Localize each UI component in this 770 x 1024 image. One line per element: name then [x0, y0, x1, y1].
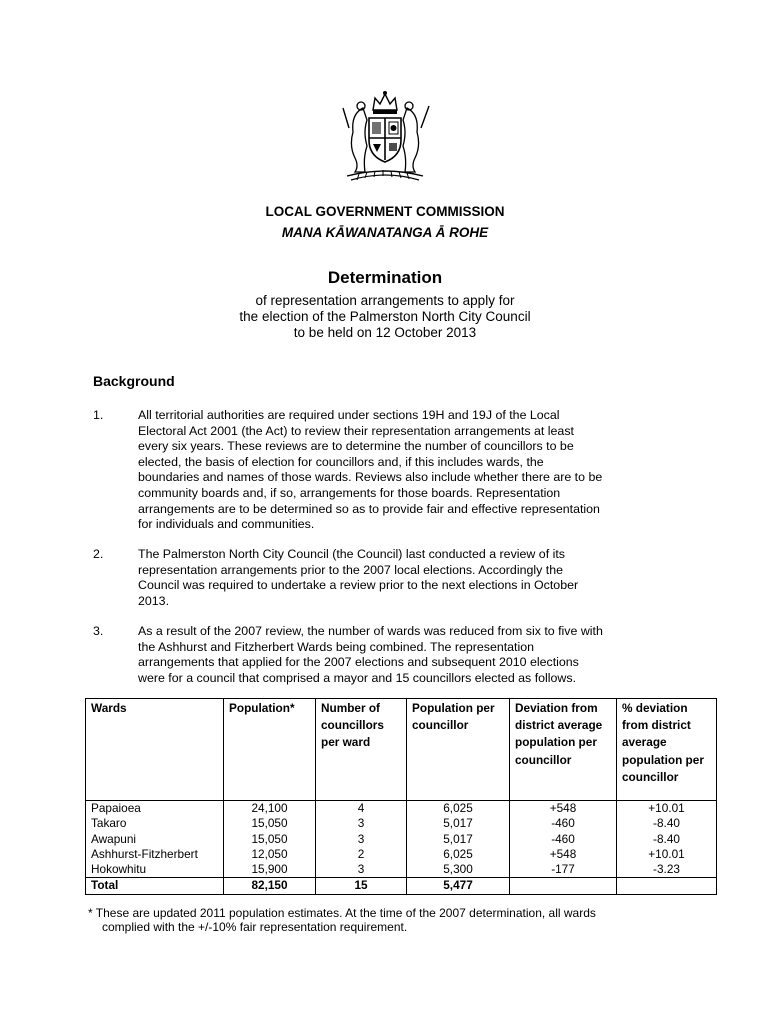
table-row — [86, 862, 717, 878]
table-total-row — [86, 878, 717, 894]
section-heading-background: Background — [93, 373, 175, 389]
paragraph-line: As a result of the 2007 review, the number of wards was reduced from six to five with — [138, 624, 603, 638]
column-header: Population* — [224, 699, 316, 801]
table-cell: +10.01 — [617, 847, 717, 862]
paragraph-number: 2. — [93, 547, 104, 561]
column-header: % deviation from district average population per councillor — [617, 699, 717, 801]
paragraph-line: every six years. These reviews are to determine the number of councillors to be — [138, 439, 574, 454]
table-cell: 6,025 — [407, 847, 510, 862]
table-cell: -3.23 — [617, 862, 717, 878]
paragraph-line: 2013. — [138, 593, 170, 608]
paragraph-text — [138, 547, 698, 609]
table-cell: +10.01 — [617, 801, 717, 817]
table-cell: 3 — [316, 832, 407, 847]
table-cell: +548 — [510, 847, 617, 862]
paragraph-line: All territorial authorities are required under sections 19H and 19J of the Local — [138, 408, 560, 422]
paragraph-line: for individuals and communities. — [138, 517, 315, 532]
table-cell: 15,900 — [224, 862, 316, 878]
table-cell: 5,017 — [407, 816, 510, 831]
table-cell: Takaro — [86, 816, 224, 831]
column-header: Number of councillors per ward — [316, 699, 407, 801]
table-cell: 82,150 — [224, 878, 316, 894]
table-cell: +548 — [510, 801, 617, 817]
table-cell: 3 — [316, 862, 407, 878]
table-cell: 15,050 — [224, 816, 316, 831]
table-row — [86, 801, 717, 817]
table-cell: Papaioea — [86, 801, 224, 817]
commission-name-maori: MANA KĀWANATANGA Ā ROHE — [281, 225, 489, 240]
paragraph-line: representation arrangements prior to the 2007 local elections. Accordingly the — [138, 562, 563, 577]
table-cell: Awapuni — [86, 832, 224, 847]
table-cell: 6,025 — [407, 801, 510, 817]
wards-table — [85, 698, 717, 895]
table-cell: -8.40 — [617, 816, 717, 831]
table-cell: -460 — [510, 816, 617, 831]
paragraph-line: boundaries and names of those wards. Reviews also include whether there are to be — [138, 470, 603, 485]
table-cell: Hokowhitu — [86, 862, 224, 878]
table-cell: 15 — [316, 878, 407, 894]
paragraph-line: elected, the basis of election for councillors and, if this includes wards, the — [138, 454, 544, 469]
paragraph-number: 1. — [93, 408, 104, 422]
document-title: Determination — [327, 268, 443, 287]
table-row — [86, 832, 717, 847]
paragraph-text — [138, 624, 698, 686]
table-cell: Ashhurst-Fitzherbert — [86, 847, 224, 862]
table-header-row — [86, 699, 717, 801]
table-cell — [617, 878, 717, 894]
table-cell: 4 — [316, 801, 407, 817]
document-subtitle — [0, 293, 770, 341]
paragraph-line: arrangements that applied for the 2007 elections and subsequent 2010 elections — [138, 655, 579, 670]
paragraph-number: 3. — [93, 624, 104, 638]
table-cell: 5,017 — [407, 832, 510, 847]
paragraph-text — [138, 408, 698, 533]
table-cell: 3 — [316, 816, 407, 831]
paragraph-line: community boards and, if so, arrangements for those boards. Representation — [138, 485, 561, 500]
table-cell: -8.40 — [617, 832, 717, 847]
table-footnote — [88, 906, 688, 934]
commission-name: LOCAL GOVERNMENT COMMISSION — [265, 204, 505, 219]
subtitle-line: the election of the Palmerston North City Council — [239, 309, 531, 324]
paragraph-line: were for a council that comprised a mayor and 15 councillors elected as follows. — [138, 670, 577, 685]
paragraph-line: Council was required to undertake a review prior to the next elections in October — [138, 578, 579, 593]
table-row — [86, 847, 717, 862]
footnote-line: * These are updated 2011 population estimates. At the time of the 2007 determination, all wards — [88, 906, 596, 920]
table-cell: 5,300 — [407, 862, 510, 878]
table-cell: 12,050 — [224, 847, 316, 862]
paragraph-line: the Ashhurst and Fitzherbert Wards being combined. The representation — [138, 639, 535, 654]
table-cell: -460 — [510, 832, 617, 847]
paragraph-line: Electoral Act 2001 (the Act) to review their representation arrangements at least — [138, 423, 574, 438]
coat-of-arms-icon — [333, 88, 437, 184]
table-cell — [510, 878, 617, 894]
table-cell: -177 — [510, 862, 617, 878]
column-header: Population per councillor — [407, 699, 510, 801]
footnote-line: complied with the +/-10% fair representation requirement. — [102, 920, 408, 934]
table-cell: 2 — [316, 847, 407, 862]
table-row — [86, 816, 717, 831]
column-header: Deviation from district average population per councillor — [510, 699, 617, 801]
paragraph-line: The Palmerston North City Council (the Council) last conducted a review of its — [138, 547, 565, 561]
table-cell: 5,477 — [407, 878, 510, 894]
table-cell: 24,100 — [224, 801, 316, 817]
subtitle-line: to be held on 12 October 2013 — [293, 325, 477, 340]
table-cell: Total — [86, 878, 224, 894]
table-cell: 15,050 — [224, 832, 316, 847]
subtitle-line: of representation arrangements to apply for — [255, 293, 515, 308]
column-header: Wards — [86, 699, 224, 801]
paragraph-line: arrangements are to be determined so as to provide fair and effective representation — [138, 501, 600, 516]
